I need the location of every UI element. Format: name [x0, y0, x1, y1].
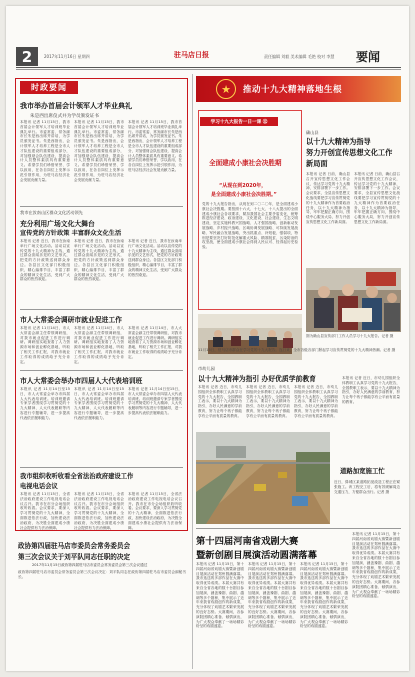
story3-body-col1: 本报讯 记者 11月14日，市人大常委会副主任带领调研组，对我市就业促进工作进行调研。调研组实地查看了人力资源市场和创业孵化基地，听取了相关工作汇报，对我市就业工作取得的成绩给予充分肯定。: [20, 326, 70, 364]
photo-reading-group: [306, 268, 401, 332]
bottom-story-body-col2: 本报讯 记者 11月15日，第十四届河南省戏剧大赛暨新创剧目展演活动在郑州圆满落幕。我市选送的多部作品在大赛中取得优异成绩。本届大赛共有来自全省各地的数十台剧目参加展演，涵盖豫剧、曲剧、越调等多个剧种，集中展示了近年来我省戏剧创作的新成果，充分体现了戏剧艺术繁荣发展的良好态势。大赛期间，各参演院团精心准备、倾情演出，为广大观众奉献了一场场精彩纷呈的戏剧盛宴。: [248, 562, 296, 629]
story1-subtitle: 朱是西出席仪式并为学员颁发证书: [30, 114, 99, 119]
bottom-story-title-line2: 暨新创剧目展演活动圆满落幕: [196, 550, 317, 561]
story-mid-kicker: 市幼儿园: [198, 366, 215, 371]
resolution-body: 政协第四届驻马店市委员会常务委员会第三次会议决定：刘平队同志任政协第四届驻马店市委员会副秘书长。: [18, 570, 186, 579]
photo-reading-group-image: [306, 268, 401, 332]
story-mid-body-col1: 本报讯 记者 近日，市幼儿园组织全体教职工认真学习党的十九大报告，全园教职工表示，要以十九大精神为指引，办好人民满意的学前教育，努力让每个孩子都能享有公平而有质量的教育。: [198, 385, 242, 418]
divider: [20, 309, 183, 310]
story-right-title-line3: 新局面: [306, 159, 328, 168]
section-title: 要闻: [356, 50, 381, 64]
paper-logo: 驻马店日报: [174, 51, 209, 59]
story5-title-line2: 电视电话会议: [20, 483, 58, 490]
story4-body-col3: 本报讯 记者 11月14日至15日，市人大常委会举办市四届人大代表培训班。培训班邀请专家学者围绕学习贯彻党的十九大精神、人大代表履职等内容进行专题辅导，进一步提高代表依法履职能力。: [128, 387, 182, 415]
road-story-title: 道路加宽施工忙: [340, 467, 385, 475]
photo-caption-mid: 11月15日，驻马店市群众在学习党的十九大报告。连日来，全市各级各部门掀起学习宣传贯彻党的十九大精神热潮。记者 摄: [198, 348, 396, 352]
resolution-title-line1: 政协第四届驻马店市委员会常务委员会: [18, 542, 131, 550]
special-banner: [196, 76, 401, 102]
divider: [20, 370, 183, 371]
story4-body-col2: 本报讯 记者 11月14日至15日，市人大常委会举办市四届人大代表培训班。培训班邀请专家学者围绕学习贯彻党的十九大精神、人大代表履职等内容进行专题辅导，进一步提高代表依法履职能力。: [74, 387, 124, 420]
story2-body-col2: 本报讯 记者 近日，我市在汝南举行广场文化活动。活动以宣传党的十九大精神为主线，通过群众喜闻乐见的文艺形式，把党的方针政策送到群众身边。各县区文化部门积极组织，精心编排节目，丰富了群众的精神文化生活，受到广大群众的热烈欢迎。: [74, 239, 124, 282]
story2-title-line1: 充分利用广场文化大舞台: [20, 220, 95, 228]
header-rule-thin: [16, 69, 401, 70]
story5-body-col1: 本报讯 记者 11月15日，全省法治政府建设工作电视电话会议召开。我市在市分会场组织收听收看。会议要求，要深入学习贯彻党的十九大精神，全面推进依法行政，加快建设法治政府，为决胜全面建成小康社会提供有力法治保障。: [20, 492, 70, 530]
divider: [20, 467, 183, 468]
story5-body-col2: 本报讯 记者 11月15日，全省法治政府建设工作电视电话会议召开。我市在市分会场组织收听收看。会议要求，要深入学习贯彻党的十九大精神，全面推进依法行政，加快建设法治政府，为决胜全面建成小康社会提供有力法治保障。: [74, 492, 124, 530]
date-line: 2017年11月16日 星期四: [44, 54, 90, 59]
story2-body-col1: 本报讯 记者 近日，我市在汝南举行广场文化活动。活动以宣传党的十九大精神为主线，通过群众喜闻乐见的文艺形式，把党的方针政策送到群众身边。各县区文化部门积极组织，精心编排节目，丰富了群众的精神文化生活，受到广大群众的热烈欢迎。: [20, 239, 70, 282]
story2-body-col3: 本报讯 记者 近日，我市在汝南举行广场文化活动。活动以宣传党的十九大精神为主线，通过群众喜闻乐见的文艺形式，把党的方针政策送到群众身边。各县区文化部门积极组织，精心编排节目，丰富了群众的精神文化生活，受到广大群众的热烈欢迎。: [128, 239, 182, 277]
story3-body-col3: 本报讯 记者 11月14日，市人大常委会副主任带领调研组，对我市就业促进工作进行调研。调研组实地查看了人力资源市场和创业孵化基地，听取了相关工作汇报，对我市就业工作取得的成绩给予充分肯定。: [128, 326, 182, 359]
bottom-story-body-col4: 本报讯 记者 11月15日，第十四届河南省戏剧大赛暨新创剧目展演活动在郑州圆满落幕。我市选送的多部作品在大赛中取得优异成绩。本届大赛共有来自全省各地的数十台剧目参加展演，涵盖豫剧、曲剧、越调等多个剧种，集中展示了近年来我省戏剧创作的新成果，充分体现了戏剧艺术繁荣发展的良好态势。大赛期间，各参演院团精心准备、倾情演出，为广大观众奉献了一场场精彩纷呈的戏剧盛宴。: [352, 532, 400, 599]
story1-body-col3: 本报讯 记者 11月15日，我市首届会计领军人才培训班毕业典礼举行。市委常委、常务副市长朱是西出席并讲话，为学员颁发证书。朱是西指出，会计领军人才培养工程是全市人才队伍建设的重要组成部分，对加强财会队伍建设、提高会计人员整体素质具有重要意义。希望学员们珍惜荣誉、学以致用，在各自岗位上发挥示范引领作用，为驻马店经济社会发展贡献力量。: [128, 120, 182, 172]
bottom-story-body-col3: 本报讯 记者 11月15日，第十四届河南省戏剧大赛暨新创剧目展演活动在郑州圆满落幕。我市选送的多部作品在大赛中取得优异成绩。本届大赛共有来自全省各地的数十台剧目参加展演，涵盖豫剧、曲剧、越调等多个剧种，集中展示了近年来我省戏剧创作的新成果，充分体现了戏剧艺术繁荣发展的良好态势。大赛期间，各参演院团精心准备、倾情演出，为广大观众奉献了一场场精彩纷呈的戏剧盛宴。: [300, 562, 348, 629]
story-mid-title: 以十九大精神为指引 办好优质学前教育: [198, 375, 316, 383]
story4-body-col1: 本报讯 记者 11月14日至15日，市人大常委会举办市四届人大代表培训班。培训班邀请专家学者围绕学习贯彻党的十九大精神、人大代表履职等内容进行专题辅导，进一步提高代表依法履职能力。: [20, 387, 70, 420]
resolution-date: 2017年11月15日政协第四届驻马店市委员会常务委员会第三次会议通过: [32, 563, 148, 567]
story2-title-line2: 宣传党的方针政策 丰富群众文化生活: [20, 230, 122, 237]
story-mid-body-col3: 本报讯 记者 近日，市幼儿园组织全体教职工认真学习党的十九大报告，全园教职工表示，要以十九大精神为指引，办好人民满意的学前教育，努力让每个孩子都能享有公平而有质量的教育。: [294, 385, 338, 418]
story-mid-body-col4: 本报讯 记者 近日，市幼儿园组织全体教职工认真学习党的十九大报告，全园教职工表示，要以十九大精神为指引，办好人民满意的学前教育，努力让每个孩子都能享有公平而有质量的教育。: [342, 376, 400, 404]
resolution-title-line2: 第三次会议关于刘平队同志任职的决定: [18, 553, 131, 561]
page-number: 2: [16, 47, 38, 66]
story1-title: 我市举办首届会计领军人才毕业典礼: [20, 102, 132, 110]
story-right-body-col2: 本报讯 记者 日前，确山县召开宣传思想文化工作会议，传达学习党的十九大精神，安排部署下一步工作。会议要求，全县宣传思想文化战线要把学习宣传贯彻党的十九大精神作为首要政治任务，以十九大精神为指导，牢牢把握正确方向，围绕中心服务大局，努力开创宣传思想文化工作新局面。: [354, 172, 400, 224]
section-tag: 时政要闻: [20, 81, 78, 94]
story4-title: 市人大常委会举办市四届人大代表培训班: [20, 377, 143, 385]
story-right-photo-caption: 图为确山县宣传部门工作人员学习十九大报告。记者 摄: [306, 334, 394, 338]
divider: [196, 528, 401, 529]
party-emblem-icon: ★: [216, 79, 236, 99]
editor-line: 责任编辑 刘毅 美术编辑 毛艳 校对 李慧: [264, 54, 335, 59]
story-right-title-line2: 努力开创宣传思想文化工作: [306, 148, 393, 157]
story3-title: 市人大常委会调研市就业促进工作: [20, 316, 122, 324]
header-rule: [16, 67, 401, 68]
newspaper-page: [6, 6, 409, 671]
series-label: 学习十九大报告一日一课 ⑫: [200, 117, 278, 126]
story5-title-line1: 我市组织收听收看全省法治政府建设工作: [20, 473, 134, 480]
story-mid-body-col2: 本报讯 记者 近日，市幼儿园组织全体教职工认真学习党的十九大报告，全园教职工表示，要以十九大精神为指引，办好人民满意的学前教育，努力让每个孩子都能享有公平而有质量的教育。: [246, 385, 290, 418]
story2-kicker: 我市在汝南山区群众文化活动领先: [20, 210, 83, 215]
column-divider: [192, 74, 193, 669]
story5-body-col3: 本报讯 记者 11月15日，全省法治政府建设工作电视电话会议召开。我市在市分会场组织收听收看。会议要求，要深入学习贯彻党的十九大精神，全面推进依法行政，加快建设法治政府，为决胜全面建成小康社会提供有力法治保障。: [128, 492, 182, 530]
story1-body-col2: 本报讯 记者 11月15日，我市首届会计领军人才培训班毕业典礼举行。市委常委、常务副市长朱是西出席并讲话，为学员颁发证书。朱是西指出，会计领军人才培养工程是全市人才队伍建设的重要组成部分，对加强财会队伍建设、提高会计人员整体素质具有重要意义。希望学员们珍惜荣誉、学以致用，在各自岗位上发挥示范引领作用，为驻马店经济社会发展贡献力量。: [74, 120, 124, 182]
feature-quote-line2: 是全面建成小康社会决胜期。”: [211, 192, 277, 198]
photo-road-construction: [196, 432, 330, 524]
photo-road-construction-image: [196, 432, 330, 524]
divider: [20, 206, 183, 207]
road-story-caption: 近日，驿城区某道路拓宽改造工程正在紧张施工。该工程完工后，将有效缓解周边交通压力，方便群众出行。记者 摄: [334, 480, 400, 494]
banner-title: 推动十九大精神落地生根: [243, 85, 343, 95]
story3-body-col2: 本报讯 记者 11月14日，市人大常委会副主任带领调研组，对我市就业促进工作进行调研。调研组实地查看了人力资源市场和创业孵化基地，听取了相关工作汇报，对我市就业工作取得的成绩给予充分肯定。: [74, 326, 124, 364]
feature-body: 党的十九大报告指出，从现在到二〇二〇年，是全面建成小康社会决胜期。要按照十六大、十七大、十八大提出的全面建成小康社会各项要求，紧扣我国社会主要矛盾变化，统筹推进经济建设、政治建设、文化建设、社会建设、生态文明建设，坚定实施科教兴国战略、人才强国战略、创新驱动发展战略、乡村振兴战略、区域协调发展战略、可持续发展战略、军民融合发展战略，突出抓重点、补短板、强弱项，特别是要坚决打好防范化解重大风险、精准脱贫、污染防治的攻坚战，使全面建成小康社会得到人民认可、经得起历史检验。: [202, 202, 298, 250]
story-right-title-line1: 以十九大精神为指导: [306, 137, 371, 146]
feature-headline: 全面建成小康社会决胜期: [209, 159, 282, 167]
bottom-story-title-line1: 第十四届河南省戏剧大赛: [196, 536, 299, 547]
feature-quote-line1: “从现在到2020年，: [219, 183, 267, 189]
story-right-kicker: 确山县: [306, 130, 319, 135]
story-right-body-col1: 本报讯 记者 日前，确山县召开宣传思想文化工作会议，传达学习党的十九大精神，安排部署下一步工作。会议要求，全县宣传思想文化战线要把学习宣传贯彻党的十九大精神作为首要政治任务，以十九大精神为指导，牢牢把握正确方向，围绕中心服务大局，努力开创宣传思想文化工作新局面。: [306, 172, 350, 224]
bottom-story-body-col1: 本报讯 记者 11月15日，第十四届河南省戏剧大赛暨新创剧目展演活动在郑州圆满落幕。我市选送的多部作品在大赛中取得优异成绩。本届大赛共有来自全省各地的数十台剧目参加展演，涵盖豫剧、曲剧、越调等多个剧种，集中展示了近年来我省戏剧创作的新成果，充分体现了戏剧艺术繁荣发展的良好态势。大赛期间，各参演院团精心准备、倾情演出，为广大观众奉献了一场场精彩纷呈的戏剧盛宴。: [196, 562, 244, 629]
story1-body-col1: 本报讯 记者 11月15日，我市首届会计领军人才培训班毕业典礼举行。市委常委、常务副市长朱是西出席并讲话，为学员颁发证书。朱是西指出，会计领军人才培养工程是全市人才队伍建设的重要组成部分，对加强财会队伍建设、提高会计人员整体素质具有重要意义。希望学员们珍惜荣誉、学以致用，在各自岗位上发挥示范引领作用，为驻马店经济社会发展贡献力量。: [20, 120, 70, 182]
